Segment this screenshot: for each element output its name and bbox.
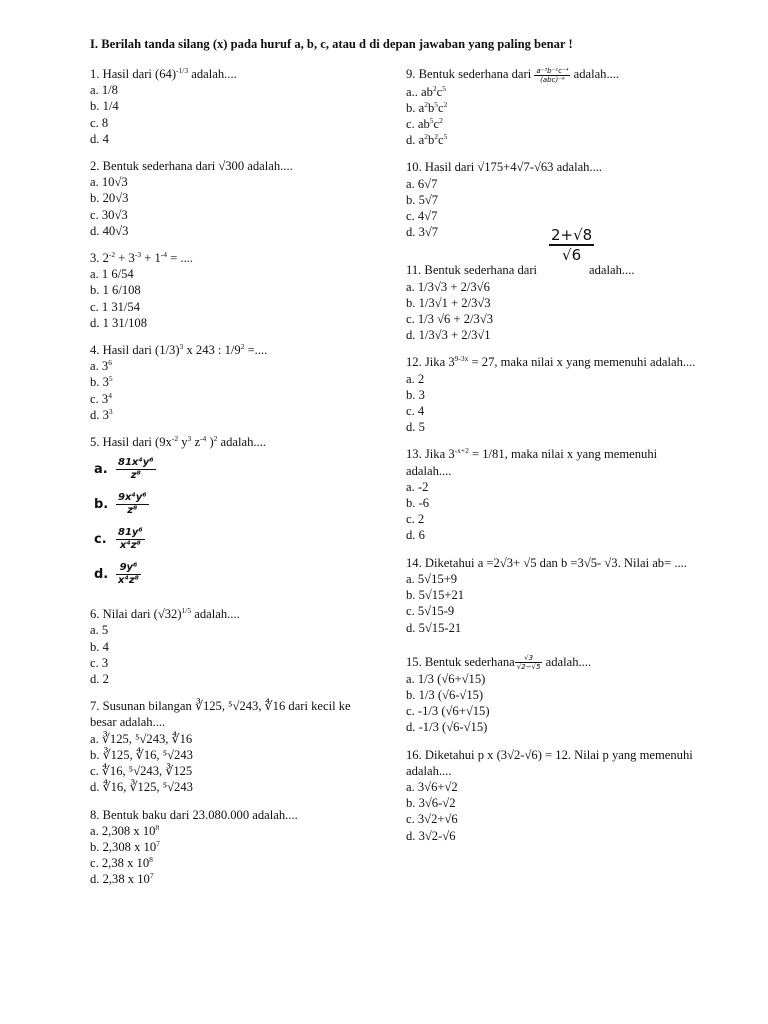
numerator: √3 (524, 653, 534, 662)
option-b[interactable]: b. 1/3√1 + 2/3√3 (406, 295, 491, 310)
option-text: a. 2,308 x 10 (90, 823, 156, 838)
option-a[interactable]: a. -2 (406, 479, 429, 494)
stem-text: y (178, 435, 188, 450)
fraction (515, 654, 543, 671)
option-text: c (437, 133, 444, 148)
question-3 (90, 250, 380, 331)
option-text: c. 2,38 x 10 (90, 856, 150, 871)
exponent: 3 (179, 342, 184, 352)
exponent: 5 (429, 116, 434, 126)
numerator: a⁻³b⁻¹c⁻⁴ (536, 66, 569, 75)
question-stem (406, 354, 696, 370)
numerator: 9x⁴y⁶ (118, 492, 147, 504)
exponent: 9-3x (454, 354, 469, 364)
question-stem: 10. Hasil dari √175+4√7-√63 adalah.... (406, 160, 603, 175)
option-c[interactable]: c. 8 (90, 115, 109, 130)
option-c[interactable]: c. 1/3 √6 + 2/3√3 (406, 312, 494, 327)
option-d[interactable]: d. 5 (406, 420, 425, 435)
fraction (116, 457, 156, 482)
option-d[interactable]: d. -1/3 (√6-√15) (406, 720, 488, 735)
option-text: c. 3 (90, 391, 109, 406)
option-b[interactable] (94, 487, 380, 522)
stem-text: 1. Hasil dari (64) (90, 67, 177, 81)
option-d[interactable]: d. 1/3√3 + 2/3√1 (406, 328, 491, 343)
option-b[interactable]: b. 5√7 (406, 192, 439, 207)
question-stem: 2. Bentuk sederhana dari √300 adalah.... (90, 159, 293, 174)
exponent: 2 (424, 99, 428, 109)
option-d[interactable] (94, 557, 380, 592)
question-stem (90, 434, 380, 450)
fraction (116, 492, 149, 517)
left-column (90, 66, 380, 899)
numerator: 81x⁴y⁶ (118, 457, 154, 469)
stem-text: adalah.... (573, 67, 620, 81)
option-b[interactable] (406, 100, 696, 116)
stem-text: 6. Nilai dari (√32) (90, 607, 182, 622)
option-a[interactable] (94, 452, 380, 487)
option-b[interactable]: b. 3 (406, 387, 425, 402)
option-a[interactable] (406, 84, 696, 100)
option-a[interactable]: a. 1/3√3 + 2/3√6 (406, 279, 490, 294)
option-text: c (433, 117, 440, 132)
stem-text: =.... (244, 343, 268, 358)
option-c[interactable] (90, 391, 380, 407)
numerator: 9y⁶ (119, 562, 138, 574)
option-a[interactable]: a. 2 (406, 371, 425, 386)
exponent: -2 (108, 250, 116, 260)
option-c[interactable]: c. 1 31/54 (90, 299, 141, 314)
option-a[interactable]: a. 5√15+9 (406, 571, 458, 586)
exponent: -4 (160, 250, 168, 260)
question-stem (406, 446, 696, 478)
fraction (116, 562, 141, 587)
exponent: 7 (149, 871, 154, 881)
exponent: 5 (442, 83, 447, 93)
option-b[interactable]: b. 20√3 (90, 191, 129, 206)
denominator: x⁴z⁸ (118, 575, 140, 587)
option-c[interactable]: c. 2 (406, 512, 425, 527)
stem-text: x 243 : 1/9 (183, 343, 241, 358)
option-b[interactable]: b. 1/3 (√6-√15) (406, 687, 484, 702)
option-text: b. 2,308 x 10 (90, 839, 157, 854)
stem-text: ) (206, 435, 214, 450)
option-d[interactable]: d. 3√7 (406, 225, 439, 240)
option-text: b (427, 100, 435, 115)
question-12 (406, 354, 696, 435)
option-text: a.. ab (406, 84, 433, 99)
option-a[interactable]: a. 1/8 (90, 83, 118, 98)
question-stem: 16. Diketahui p x (3√2-√6) = 12. Nilai p yang memenuhi adalah.... (406, 747, 693, 778)
option-c[interactable]: c. 3 (90, 655, 109, 670)
option-label: d. (94, 566, 109, 582)
option-d[interactable]: d. 4 (90, 131, 109, 146)
option-b[interactable]: b. 5√15+21 (406, 588, 465, 603)
question-9 (406, 66, 696, 148)
option-text: c (436, 84, 443, 99)
exponent: 7 (156, 838, 160, 848)
exponent: 2 (213, 434, 218, 444)
stem-text: = .... (167, 251, 194, 266)
question-stem (90, 250, 380, 266)
numerator: 81y⁶ (118, 527, 143, 539)
option-c[interactable]: c. 4 (406, 404, 425, 419)
option-c[interactable] (90, 855, 380, 871)
exponent: -4 (200, 434, 207, 444)
question-stem: 14. Diketahui a =2√3+ √5 dan b =3√5- √3. Nilai ab= .... (406, 555, 687, 570)
denominator: x⁴z⁸ (119, 540, 141, 552)
option-d[interactable]: d. 3√2-√6 (406, 828, 456, 843)
option-a[interactable]: a. 1 6/54 (90, 267, 134, 282)
option-label: a. (94, 461, 108, 477)
stem-text: 9. Bentuk sederhana dari (406, 67, 532, 81)
question-stem (90, 66, 380, 82)
denominator: √6 (562, 246, 582, 265)
exponent: 6 (108, 358, 112, 368)
option-d[interactable] (406, 132, 696, 148)
instruction-title: I. Berilah tanda silang (x) pada huruf a, b, c, atau d di depan jawaban yang paling benar ! (90, 37, 573, 51)
question-4 (90, 342, 380, 423)
stem-text: adalah.... (217, 435, 266, 450)
option-c[interactable] (406, 116, 696, 132)
option-b[interactable] (90, 839, 380, 855)
option-text: d. 2,38 x 10 (90, 872, 150, 887)
option-d[interactable]: d. 40√3 (90, 223, 129, 238)
question-stem (406, 654, 696, 671)
stem-text: adalah.... (589, 263, 635, 278)
option-label: b. (94, 496, 109, 512)
exponent: 1/5 (181, 606, 192, 616)
option-d[interactable]: d. 2 (90, 672, 109, 687)
option-label: c. (94, 531, 107, 547)
option-a[interactable]: a. 10√3 (90, 175, 128, 190)
option-b[interactable]: b. 1 6/108 (90, 283, 141, 298)
question-5 (90, 434, 380, 592)
exponent: 2 (424, 132, 428, 142)
exponent: 5 (108, 374, 113, 384)
exponent: 8 (155, 822, 160, 832)
question-13 (406, 446, 696, 543)
option-d[interactable]: d. 1 31/108 (90, 315, 148, 330)
denominator: z⁸ (130, 470, 141, 482)
stem-text: adalah.... (188, 67, 237, 81)
question-2 (90, 158, 380, 239)
option-c[interactable]: c. 5√15-9 (406, 604, 455, 619)
stem-text: 5. Hasil dari (9x (90, 435, 172, 450)
option-c[interactable]: c. 30√3 (90, 207, 128, 222)
fraction (549, 226, 594, 264)
stem-text: 15. Bentuk sederhana (406, 654, 515, 669)
option-d[interactable] (90, 871, 380, 887)
exponent: 2 (434, 132, 438, 142)
stem-text: 13. Jika 3 (406, 447, 455, 462)
denominator: √2−√5 (516, 662, 541, 671)
option-text: c. ab (406, 117, 430, 132)
stem-text: = 27, maka nilai x yang memenuhi adalah.... (468, 355, 696, 370)
stem-text: = 1/81, maka nilai x yang memenuhi adalah.... (406, 447, 658, 478)
exponent: 2 (439, 116, 443, 126)
exponent: 5 (443, 132, 448, 142)
exponent: 3 (108, 406, 113, 416)
stem-text: + 3 (115, 251, 135, 266)
question-7 (90, 698, 380, 795)
question-stem (90, 342, 380, 358)
option-d[interactable]: d. ∜16, ∛125, ⁵√243 (90, 780, 193, 795)
numerator: 2+√8 (551, 226, 593, 245)
option-c[interactable]: c. 4√7 (406, 209, 438, 224)
exponent: 5 (434, 99, 438, 109)
option-d[interactable] (90, 407, 380, 423)
option-b[interactable]: b. ∛125, ∜16, ⁵√243 (90, 747, 193, 762)
exponent: 3 (187, 434, 192, 444)
exponent: 8 (149, 855, 153, 865)
stem-text: adalah.... (191, 607, 240, 622)
question-stem: 8. Bentuk baku dari 23.080.000 adalah.... (90, 807, 298, 822)
question-8 (90, 807, 380, 888)
option-b[interactable]: b. 1/4 (90, 99, 119, 114)
question-6 (90, 606, 380, 687)
stem-text: 3. 2 (90, 251, 109, 266)
option-text: c (437, 100, 444, 115)
option-a[interactable]: a. 1/3 (√6+√15) (406, 671, 486, 686)
exponent: 4 (108, 390, 112, 400)
question-14 (406, 555, 696, 636)
option-b[interactable]: b. -6 (406, 496, 430, 511)
stem-text: z (191, 435, 201, 450)
option-c[interactable]: c. 3√2+√6 (406, 812, 458, 827)
exponent: 2 (240, 342, 245, 352)
exponent: -x+2 (454, 446, 469, 456)
option-a[interactable]: a. 5 (90, 623, 109, 638)
stem-text: 4. Hasil dari (1/3) (90, 343, 180, 358)
option-text: d. a (406, 133, 425, 148)
option-a[interactable] (90, 823, 380, 839)
option-d[interactable]: d. 6 (406, 528, 425, 543)
option-text: b. 3 (90, 375, 109, 390)
option-a[interactable] (90, 358, 380, 374)
fraction (534, 67, 570, 84)
denominator: z⁸ (127, 505, 138, 517)
fraction-options (94, 452, 380, 592)
question-stem: 7. Susunan bilangan ∛125, ⁵√243, ∜16 dari kecil ke besar adalah.... (90, 699, 351, 730)
option-a[interactable]: a. 3√6+√2 (406, 779, 458, 794)
stem-text: 11. Bentuk sederhana dari (406, 263, 538, 278)
denominator: (abc)⁻⁶ (540, 75, 565, 84)
question-1 (90, 66, 380, 147)
option-a[interactable]: a. 6√7 (406, 176, 438, 191)
option-text: b. a (406, 100, 425, 115)
option-text: b (427, 133, 435, 148)
exponent: -1/3 (176, 66, 189, 75)
option-b[interactable]: b. 3√6-√2 (406, 796, 456, 811)
question-stem (406, 66, 696, 84)
option-c[interactable] (94, 522, 380, 557)
option-text: a. 3 (90, 359, 109, 374)
option-text: d. 3 (90, 407, 109, 422)
exponent: -3 (134, 250, 142, 260)
option-b[interactable] (90, 374, 380, 390)
stem-text: 12. Jika 3 (406, 355, 455, 370)
option-a[interactable]: a. ∛125, ⁵√243, ∜16 (90, 731, 193, 746)
exponent: -2 (171, 434, 179, 444)
option-d[interactable]: d. 5√15-21 (406, 620, 462, 635)
question-16 (406, 747, 696, 844)
exponent: 2 (432, 83, 437, 93)
stem-text: adalah.... (545, 654, 592, 669)
option-c[interactable]: c. ∜16, ⁵√243, ∛125 (90, 764, 193, 779)
fraction (116, 527, 145, 552)
stem-text: + 1 (141, 251, 161, 266)
question-15 (406, 654, 696, 736)
question-stem (90, 606, 380, 622)
right-column (406, 66, 696, 855)
option-c[interactable]: c. -1/3 (√6+√15) (406, 704, 490, 719)
option-b[interactable]: b. 4 (90, 639, 109, 654)
exponent: 2 (443, 99, 448, 109)
